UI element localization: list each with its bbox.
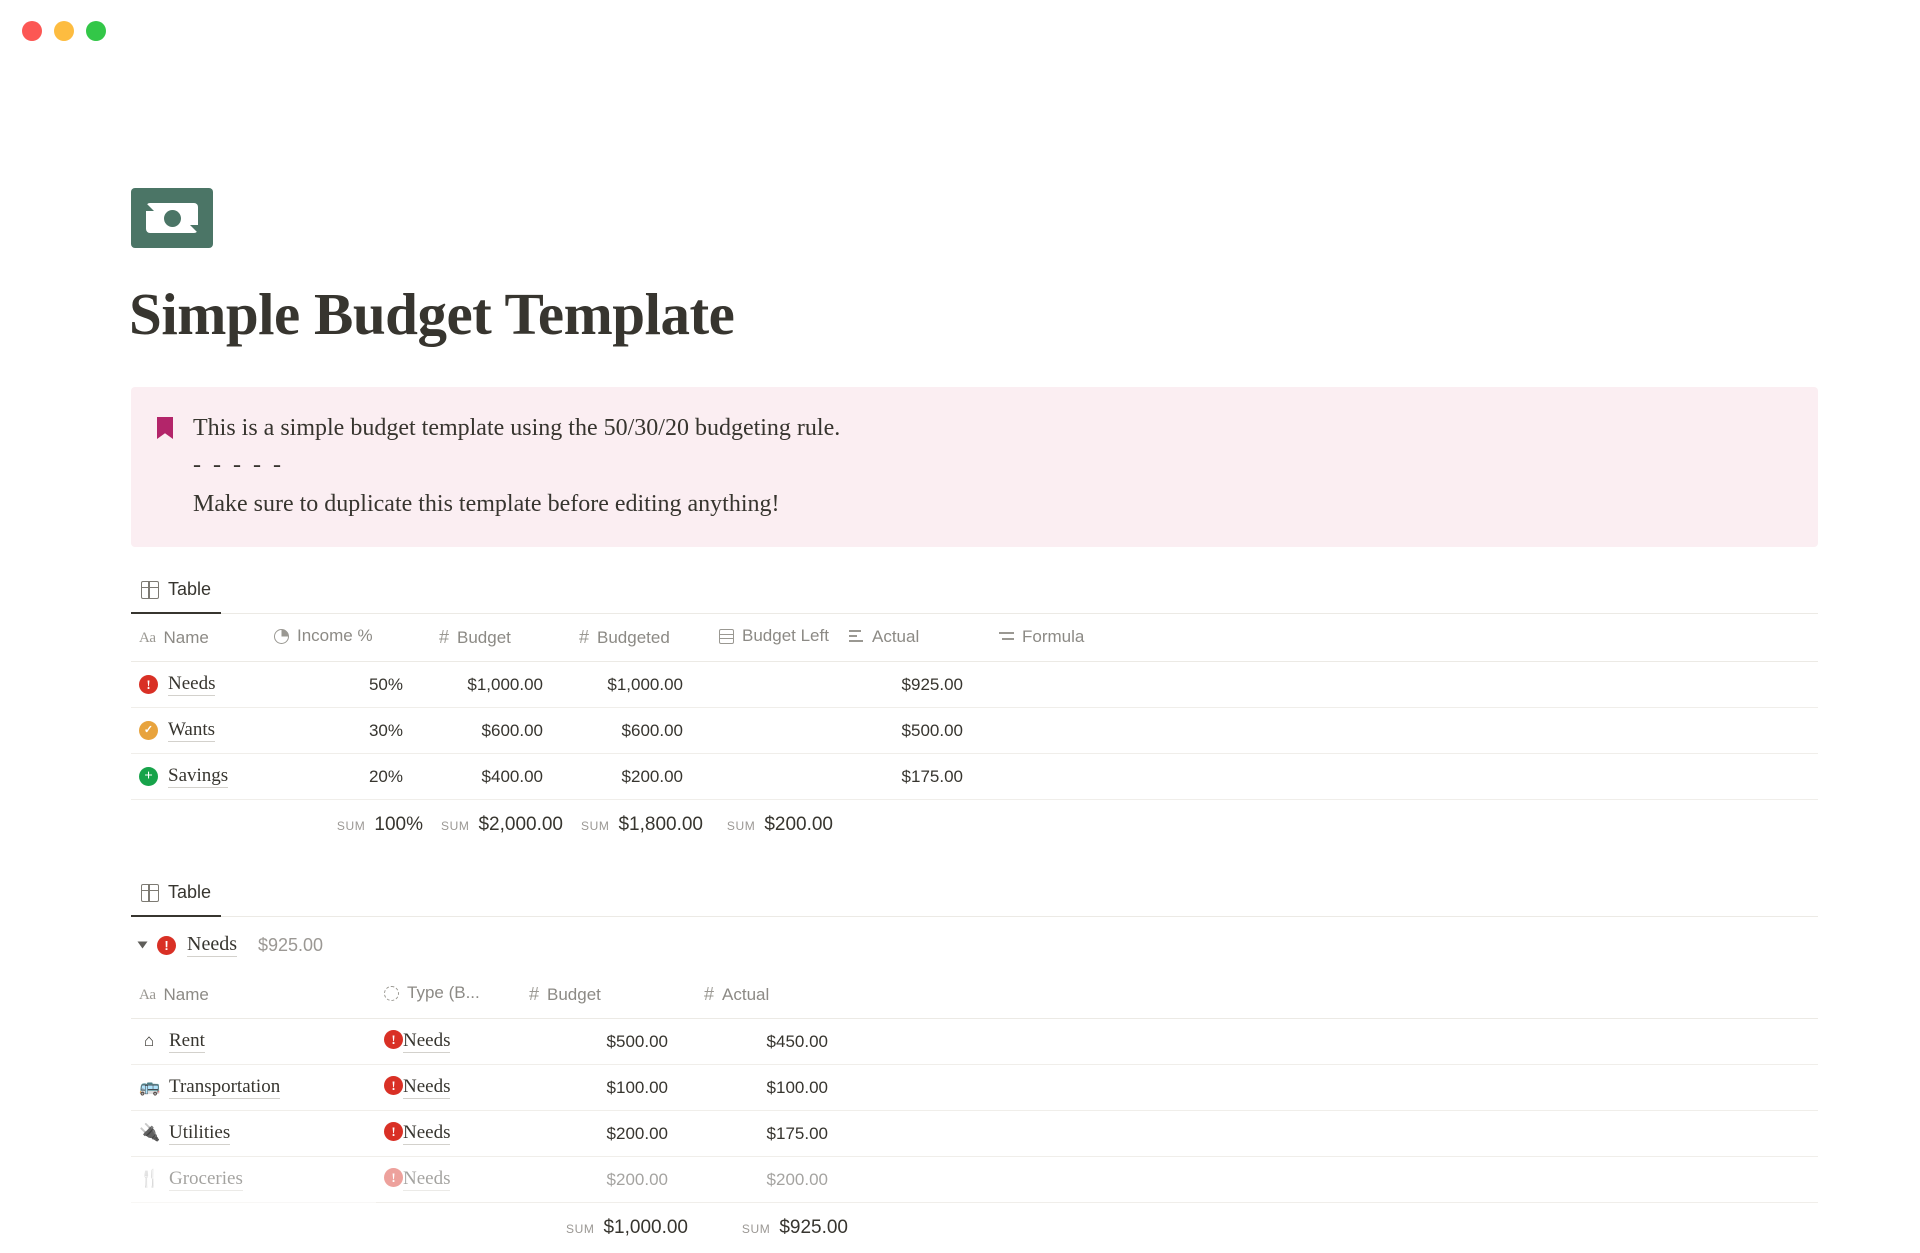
summary-budget-left[interactable]	[711, 800, 841, 851]
table-row[interactable]	[131, 1157, 1818, 1203]
summary-label: SUM	[441, 819, 470, 834]
summary-value: $2,000.00	[478, 814, 563, 836]
column-header-income-pct[interactable]: Income %	[266, 614, 431, 661]
tab-table-1[interactable]	[131, 571, 221, 614]
table-row[interactable]	[131, 754, 1818, 800]
money-bill-icon[interactable]	[131, 188, 213, 248]
chevron-down-icon[interactable]	[138, 942, 148, 949]
cell-income-pct[interactable]: 30%	[266, 708, 431, 754]
cell-actual[interactable]: $450.00	[696, 1018, 856, 1065]
callout-block	[131, 387, 1818, 547]
type-link[interactable]: Needs	[403, 1030, 451, 1052]
summary-label: SUM	[741, 1222, 771, 1237]
summary-name-cell	[131, 800, 266, 851]
cell-budget-left[interactable]	[711, 754, 841, 800]
column-header-budget[interactable]: # Budget	[521, 971, 696, 1018]
row-name[interactable]: Needs	[168, 672, 216, 694]
callout-line-2: Make sure to duplicate this template before editing anything!	[193, 490, 780, 517]
summary-value: $925.00	[779, 1217, 848, 1239]
group-header-needs[interactable]	[131, 917, 1850, 971]
table-header-row	[131, 614, 1818, 661]
summary-label: SUM	[726, 819, 756, 834]
table-summary-row	[131, 1203, 1818, 1253]
title-icon: Aa	[139, 986, 156, 1003]
column-header-budgeted[interactable]: # Budgeted	[571, 614, 711, 661]
groceries-icon: 🍴	[139, 1169, 161, 1189]
table-summary-row	[131, 800, 1818, 851]
cell-type[interactable]	[376, 1157, 521, 1203]
column-header-spacer	[1171, 614, 1818, 661]
cell-formula[interactable]	[991, 661, 1171, 708]
page-content	[131, 188, 1850, 1253]
maximize-window-button[interactable]	[86, 21, 106, 41]
row-name-cell[interactable]	[131, 708, 266, 754]
database-1-tabs	[131, 571, 1818, 614]
status-red-icon	[384, 1122, 403, 1141]
row-name-cell[interactable]	[131, 1157, 376, 1203]
row-name-cell[interactable]	[131, 662, 266, 708]
summary-actual[interactable]	[841, 800, 991, 851]
summary-actual[interactable]	[696, 1203, 856, 1253]
database-block-1	[131, 571, 1850, 850]
bus-icon: 🚌	[139, 1077, 161, 1097]
group-total: $925.00	[257, 934, 324, 955]
cell-actual[interactable]: $500.00	[841, 708, 991, 754]
cell-spacer	[856, 1111, 1818, 1157]
cell-budgeted[interactable]: $1,000.00	[571, 661, 711, 708]
summary-label: SUM	[581, 819, 610, 834]
cell-budget[interactable]: $500.00	[521, 1018, 696, 1065]
number-icon: #	[529, 984, 540, 1005]
column-header-name[interactable]: Aa Name	[131, 614, 266, 661]
callout-text	[193, 411, 840, 521]
cell-income-pct[interactable]: 20%	[266, 754, 431, 800]
callout-divider: - - - - -	[193, 451, 284, 478]
summary-formula[interactable]	[991, 800, 1171, 851]
column-header-formula[interactable]: Formula	[991, 614, 1171, 661]
cell-formula[interactable]	[991, 754, 1171, 800]
row-name[interactable]: Wants	[168, 718, 216, 740]
tab-label: Table	[168, 882, 212, 903]
table-row[interactable]	[131, 1018, 1818, 1065]
minimize-window-button[interactable]	[54, 21, 74, 41]
table-icon	[141, 581, 159, 599]
row-name[interactable]: Utilities	[169, 1121, 231, 1143]
page-body	[0, 188, 1920, 1253]
row-name[interactable]: Groceries	[169, 1167, 243, 1189]
type-link[interactable]: Needs	[403, 1168, 451, 1190]
database-block-2	[131, 874, 1850, 1253]
cell-income-pct[interactable]: 50%	[266, 661, 431, 708]
table-row[interactable]	[131, 1065, 1818, 1111]
cell-budget[interactable]: $400.00	[431, 754, 571, 800]
number-icon: #	[704, 984, 715, 1005]
status-red-icon	[157, 936, 176, 955]
table-icon	[141, 884, 159, 902]
formula-icon	[999, 630, 1014, 643]
summary-label: SUM	[566, 1222, 595, 1237]
percent-chart-icon	[274, 629, 289, 644]
cell-budget-left[interactable]	[711, 661, 841, 708]
row-name[interactable]: Transportation	[169, 1075, 281, 1097]
summary-value: $1,000.00	[603, 1217, 688, 1239]
rollup-icon	[719, 629, 734, 644]
summary-budgeted[interactable]	[571, 800, 711, 851]
cell-budgeted[interactable]: $600.00	[571, 708, 711, 754]
cell-budget-left[interactable]	[711, 708, 841, 754]
table-row[interactable]	[131, 1111, 1818, 1157]
row-name[interactable]: Savings	[168, 764, 229, 786]
summary-type-cell	[376, 1203, 521, 1253]
window-titlebar	[0, 0, 1920, 62]
database-2-tabs	[131, 874, 1818, 917]
cell-spacer	[856, 1018, 1818, 1065]
cell-budget[interactable]: $600.00	[431, 708, 571, 754]
column-header-name[interactable]: Aa Name	[131, 971, 376, 1018]
number-icon: #	[439, 627, 450, 648]
title-icon: Aa	[139, 629, 156, 646]
bookmark-icon	[157, 417, 173, 521]
cell-type[interactable]	[376, 1065, 521, 1111]
cell-spacer	[856, 1157, 1818, 1203]
summary-income-pct[interactable]	[266, 800, 431, 851]
cell-budget[interactable]: $200.00	[521, 1157, 696, 1203]
cell-actual[interactable]: $175.00	[841, 754, 991, 800]
cell-actual[interactable]: $175.00	[696, 1111, 856, 1157]
summary-spacer	[1171, 800, 1818, 851]
cell-budgeted[interactable]: $200.00	[571, 754, 711, 800]
cell-type[interactable]	[376, 1111, 521, 1157]
cell-budget[interactable]: $200.00	[521, 1111, 696, 1157]
cell-actual[interactable]: $200.00	[696, 1157, 856, 1203]
cell-actual[interactable]: $925.00	[841, 661, 991, 708]
table-row[interactable]	[131, 661, 1818, 708]
budget-summary-table	[131, 614, 1818, 850]
tab-label: Table	[168, 579, 212, 600]
type-link[interactable]: Needs	[403, 1122, 451, 1144]
column-header-actual[interactable]: Actual	[841, 614, 991, 661]
summary-name-cell	[131, 1203, 376, 1253]
cell-formula[interactable]	[991, 708, 1171, 754]
status-red-icon	[139, 675, 158, 694]
plug-icon: 🔌	[139, 1123, 161, 1143]
summary-budget[interactable]	[431, 800, 571, 851]
needs-detail-table	[131, 971, 1818, 1253]
status-red-icon	[384, 1168, 403, 1187]
group-name[interactable]: Needs	[187, 933, 237, 956]
row-name[interactable]: Rent	[169, 1029, 205, 1051]
row-name-cell[interactable]	[131, 1111, 376, 1157]
cell-budget[interactable]: $1,000.00	[431, 661, 571, 708]
cell-spacer	[1171, 661, 1818, 708]
status-yellow-icon	[139, 721, 158, 740]
summary-spacer	[856, 1203, 1818, 1253]
tab-table-2[interactable]	[131, 874, 221, 917]
column-header-budget-left[interactable]: Budget Left	[711, 614, 841, 661]
summary-budget[interactable]	[521, 1203, 696, 1253]
row-name-cell[interactable]	[131, 1019, 376, 1065]
number-icon: #	[579, 627, 590, 648]
column-header-spacer	[856, 971, 1818, 1018]
status-red-icon	[384, 1076, 403, 1095]
close-window-button[interactable]	[22, 21, 42, 41]
relation-icon	[384, 986, 399, 1001]
summary-value: $1,800.00	[618, 814, 703, 836]
bars-icon	[849, 630, 864, 643]
house-icon: ⌂	[143, 1031, 155, 1051]
cell-budget[interactable]: $100.00	[521, 1065, 696, 1111]
table-row[interactable]	[131, 708, 1818, 754]
type-link[interactable]: Needs	[403, 1076, 451, 1098]
row-name-cell[interactable]	[131, 754, 266, 800]
cell-type[interactable]	[376, 1018, 521, 1065]
page-title: Simple Budget Template	[129, 281, 735, 347]
summary-value: 100%	[374, 814, 423, 836]
row-name-cell[interactable]	[131, 1065, 376, 1111]
status-green-icon	[139, 767, 158, 786]
column-header-budget[interactable]: # Budget	[431, 614, 571, 661]
callout-line-1: This is a simple budget template using the 50/30/20 budgeting rule.	[193, 415, 841, 441]
column-header-actual[interactable]: # Actual	[696, 971, 856, 1018]
status-red-icon	[384, 1030, 403, 1049]
cell-spacer	[1171, 708, 1818, 754]
cell-spacer	[856, 1065, 1818, 1111]
table-header-row	[131, 971, 1818, 1018]
cell-spacer	[1171, 754, 1818, 800]
cell-actual[interactable]: $100.00	[696, 1065, 856, 1111]
summary-value: $200.00	[764, 814, 833, 836]
summary-label: SUM	[336, 819, 366, 834]
column-header-type[interactable]: Type (B...	[376, 971, 521, 1018]
